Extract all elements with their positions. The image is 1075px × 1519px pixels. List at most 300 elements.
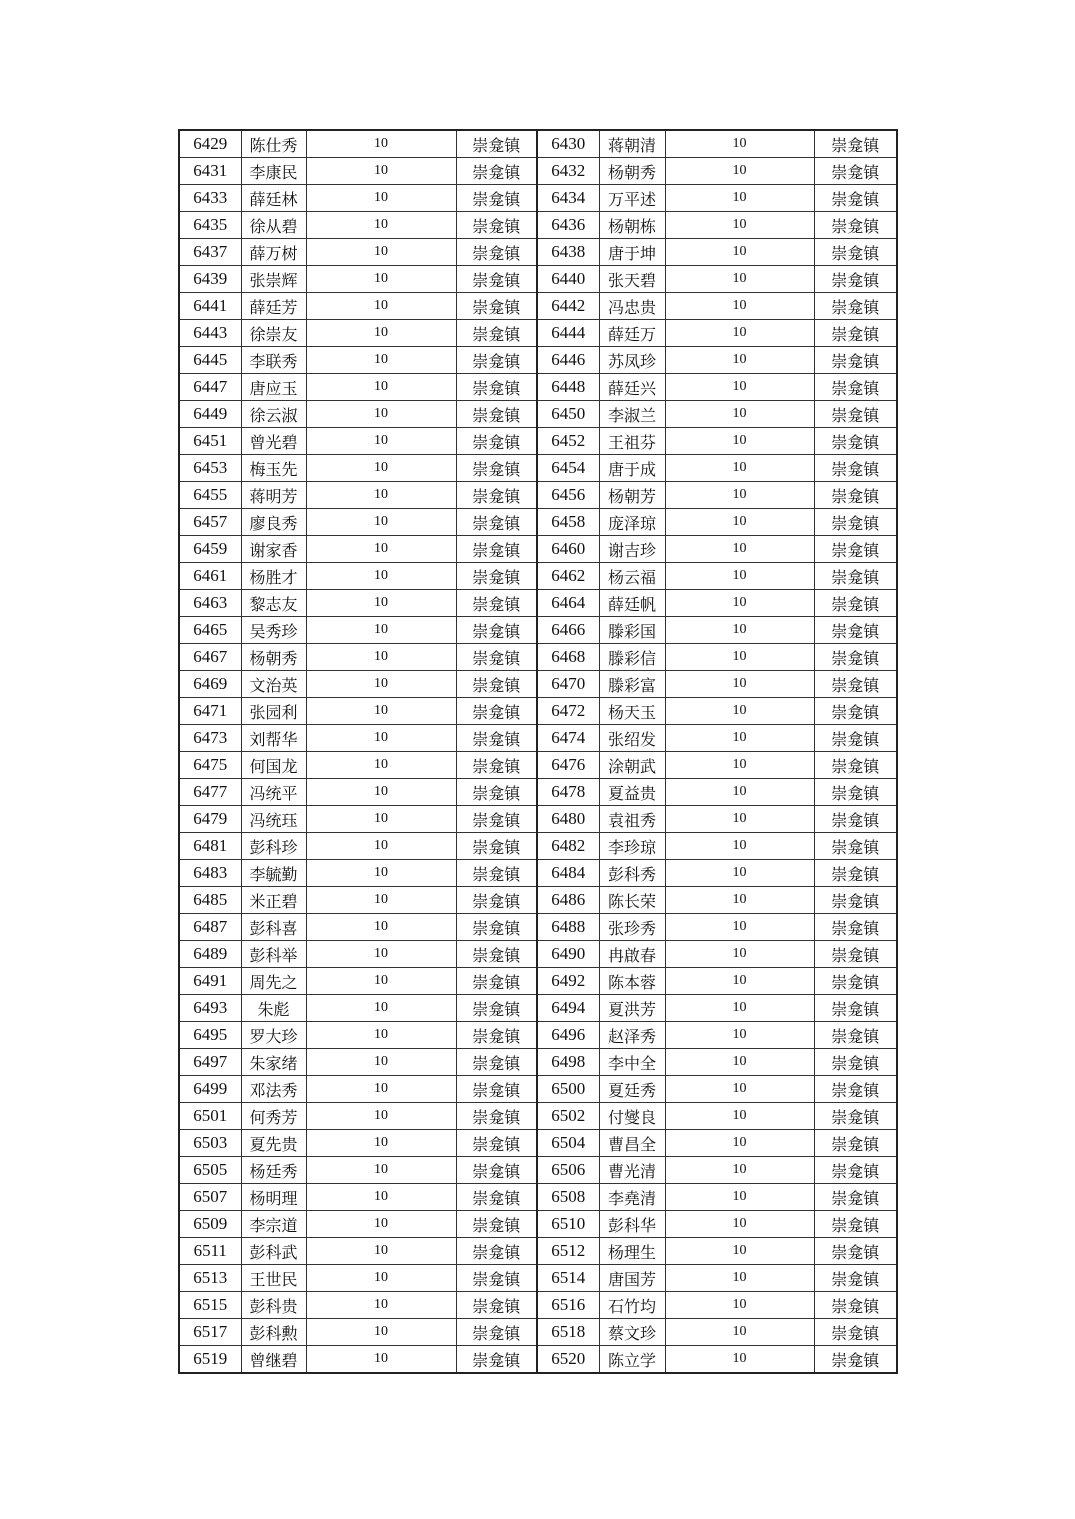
cell-name: 夏益贵 bbox=[599, 779, 665, 806]
cell-name: 罗大珍 bbox=[241, 1022, 306, 1049]
cell-name: 张绍发 bbox=[599, 725, 665, 752]
cell-name: 曾光碧 bbox=[241, 428, 306, 455]
cell-amount: 10 bbox=[306, 617, 456, 644]
table-row bbox=[179, 644, 897, 671]
cell-name: 曹昌全 bbox=[599, 1130, 665, 1157]
cell-name: 朱家绪 bbox=[241, 1049, 306, 1076]
cell-name: 陈本蓉 bbox=[599, 968, 665, 995]
table-row bbox=[179, 239, 897, 266]
cell-town: 崇龛镇 bbox=[456, 725, 537, 752]
cell-name: 付燮良 bbox=[599, 1103, 665, 1130]
table-row bbox=[179, 941, 897, 968]
table-row bbox=[179, 725, 897, 752]
cell-id: 6450 bbox=[537, 401, 599, 428]
cell-name: 杨朝栋 bbox=[599, 212, 665, 239]
cell-id: 6437 bbox=[179, 239, 241, 266]
cell-id: 6462 bbox=[537, 563, 599, 590]
cell-town: 崇龛镇 bbox=[456, 185, 537, 212]
cell-name: 李毓勤 bbox=[241, 860, 306, 887]
cell-id: 6497 bbox=[179, 1049, 241, 1076]
cell-name: 邓法秀 bbox=[241, 1076, 306, 1103]
cell-id: 6520 bbox=[537, 1346, 599, 1374]
cell-name: 张园利 bbox=[241, 698, 306, 725]
cell-name: 唐于成 bbox=[599, 455, 665, 482]
cell-amount: 10 bbox=[665, 860, 814, 887]
cell-town: 崇龛镇 bbox=[814, 1292, 897, 1319]
cell-id: 6466 bbox=[537, 617, 599, 644]
cell-town: 崇龛镇 bbox=[814, 1076, 897, 1103]
cell-name: 滕彩信 bbox=[599, 644, 665, 671]
cell-amount: 10 bbox=[306, 536, 456, 563]
cell-amount: 10 bbox=[306, 563, 456, 590]
cell-name: 苏凤珍 bbox=[599, 347, 665, 374]
cell-name: 刘帮华 bbox=[241, 725, 306, 752]
table-row bbox=[179, 671, 897, 698]
table-row bbox=[179, 1103, 897, 1130]
cell-amount: 10 bbox=[665, 914, 814, 941]
cell-id: 6501 bbox=[179, 1103, 241, 1130]
cell-town: 崇龛镇 bbox=[814, 509, 897, 536]
cell-amount: 10 bbox=[306, 212, 456, 239]
table-row bbox=[179, 374, 897, 401]
cell-amount: 10 bbox=[306, 239, 456, 266]
cell-id: 6457 bbox=[179, 509, 241, 536]
cell-town: 崇龛镇 bbox=[814, 536, 897, 563]
table-row bbox=[179, 779, 897, 806]
cell-name: 蒋明芳 bbox=[241, 482, 306, 509]
cell-id: 6436 bbox=[537, 212, 599, 239]
cell-town: 崇龛镇 bbox=[814, 806, 897, 833]
cell-id: 6441 bbox=[179, 293, 241, 320]
cell-amount: 10 bbox=[306, 779, 456, 806]
cell-amount: 10 bbox=[665, 455, 814, 482]
table-row bbox=[179, 1238, 897, 1265]
cell-name: 吴秀珍 bbox=[241, 617, 306, 644]
table-row bbox=[179, 158, 897, 185]
cell-amount: 10 bbox=[665, 1265, 814, 1292]
cell-id: 6461 bbox=[179, 563, 241, 590]
cell-id: 6432 bbox=[537, 158, 599, 185]
cell-town: 崇龛镇 bbox=[456, 644, 537, 671]
cell-town: 崇龛镇 bbox=[456, 130, 537, 158]
table-row bbox=[179, 1319, 897, 1346]
cell-amount: 10 bbox=[665, 239, 814, 266]
cell-town: 崇龛镇 bbox=[814, 1049, 897, 1076]
cell-id: 6473 bbox=[179, 725, 241, 752]
cell-town: 崇龛镇 bbox=[814, 1157, 897, 1184]
cell-id: 6490 bbox=[537, 941, 599, 968]
cell-town: 崇龛镇 bbox=[456, 995, 537, 1022]
cell-town: 崇龛镇 bbox=[456, 509, 537, 536]
cell-name: 薛廷帆 bbox=[599, 590, 665, 617]
cell-id: 6429 bbox=[179, 130, 241, 158]
cell-amount: 10 bbox=[306, 914, 456, 941]
cell-id: 6513 bbox=[179, 1265, 241, 1292]
cell-name: 李宗道 bbox=[241, 1211, 306, 1238]
table-row bbox=[179, 455, 897, 482]
cell-id: 6454 bbox=[537, 455, 599, 482]
cell-name: 杨朝秀 bbox=[241, 644, 306, 671]
cell-id: 6478 bbox=[537, 779, 599, 806]
cell-name: 万平述 bbox=[599, 185, 665, 212]
cell-town: 崇龛镇 bbox=[456, 428, 537, 455]
cell-town: 崇龛镇 bbox=[814, 401, 897, 428]
cell-name: 庞泽琼 bbox=[599, 509, 665, 536]
cell-amount: 10 bbox=[665, 752, 814, 779]
cell-id: 6496 bbox=[537, 1022, 599, 1049]
cell-name: 蔡文珍 bbox=[599, 1319, 665, 1346]
cell-name: 彭科贵 bbox=[241, 1292, 306, 1319]
cell-amount: 10 bbox=[306, 401, 456, 428]
table-row bbox=[179, 914, 897, 941]
cell-town: 崇龛镇 bbox=[456, 617, 537, 644]
cell-name: 张天碧 bbox=[599, 266, 665, 293]
table-row bbox=[179, 536, 897, 563]
cell-id: 6472 bbox=[537, 698, 599, 725]
cell-town: 崇龛镇 bbox=[814, 1130, 897, 1157]
cell-id: 6514 bbox=[537, 1265, 599, 1292]
cell-name: 梅玉先 bbox=[241, 455, 306, 482]
cell-name: 杨天玉 bbox=[599, 698, 665, 725]
table-row bbox=[179, 482, 897, 509]
cell-id: 6511 bbox=[179, 1238, 241, 1265]
cell-id: 6491 bbox=[179, 968, 241, 995]
cell-town: 崇龛镇 bbox=[456, 941, 537, 968]
cell-town: 崇龛镇 bbox=[456, 212, 537, 239]
cell-name: 彭科珍 bbox=[241, 833, 306, 860]
cell-town: 崇龛镇 bbox=[814, 833, 897, 860]
table-row bbox=[179, 1292, 897, 1319]
cell-name: 冯统平 bbox=[241, 779, 306, 806]
cell-town: 崇龛镇 bbox=[814, 1184, 897, 1211]
cell-id: 6495 bbox=[179, 1022, 241, 1049]
cell-amount: 10 bbox=[665, 887, 814, 914]
cell-amount: 10 bbox=[306, 130, 456, 158]
cell-amount: 10 bbox=[306, 671, 456, 698]
cell-town: 崇龛镇 bbox=[456, 779, 537, 806]
cell-name: 王世民 bbox=[241, 1265, 306, 1292]
cell-name: 夏先贵 bbox=[241, 1130, 306, 1157]
table-row bbox=[179, 590, 897, 617]
table-row bbox=[179, 401, 897, 428]
cell-amount: 10 bbox=[665, 617, 814, 644]
cell-name: 杨理生 bbox=[599, 1238, 665, 1265]
cell-amount: 10 bbox=[665, 779, 814, 806]
cell-town: 崇龛镇 bbox=[814, 293, 897, 320]
cell-name: 周先之 bbox=[241, 968, 306, 995]
cell-amount: 10 bbox=[306, 644, 456, 671]
cell-town: 崇龛镇 bbox=[456, 320, 537, 347]
roster-body bbox=[179, 130, 897, 1373]
cell-town: 崇龛镇 bbox=[814, 644, 897, 671]
cell-id: 6503 bbox=[179, 1130, 241, 1157]
cell-name: 杨廷秀 bbox=[241, 1157, 306, 1184]
cell-amount: 10 bbox=[665, 185, 814, 212]
table-row bbox=[179, 617, 897, 644]
cell-amount: 10 bbox=[306, 509, 456, 536]
cell-id: 6471 bbox=[179, 698, 241, 725]
table-row bbox=[179, 1130, 897, 1157]
cell-town: 崇龛镇 bbox=[456, 1292, 537, 1319]
table-row bbox=[179, 293, 897, 320]
cell-name: 曹光清 bbox=[599, 1157, 665, 1184]
cell-town: 崇龛镇 bbox=[456, 752, 537, 779]
cell-amount: 10 bbox=[665, 509, 814, 536]
table-row bbox=[179, 1346, 897, 1374]
table-row bbox=[179, 833, 897, 860]
cell-name: 薛廷万 bbox=[599, 320, 665, 347]
cell-name: 唐国芳 bbox=[599, 1265, 665, 1292]
cell-town: 崇龛镇 bbox=[456, 914, 537, 941]
cell-id: 6519 bbox=[179, 1346, 241, 1374]
cell-town: 崇龛镇 bbox=[814, 887, 897, 914]
cell-amount: 10 bbox=[306, 752, 456, 779]
cell-town: 崇龛镇 bbox=[814, 590, 897, 617]
cell-id: 6430 bbox=[537, 130, 599, 158]
cell-town: 崇龛镇 bbox=[456, 1346, 537, 1374]
cell-id: 6448 bbox=[537, 374, 599, 401]
table-row bbox=[179, 752, 897, 779]
cell-id: 6499 bbox=[179, 1076, 241, 1103]
cell-id: 6481 bbox=[179, 833, 241, 860]
cell-name: 彭科举 bbox=[241, 941, 306, 968]
cell-amount: 10 bbox=[665, 671, 814, 698]
cell-id: 6465 bbox=[179, 617, 241, 644]
cell-id: 6498 bbox=[537, 1049, 599, 1076]
cell-id: 6482 bbox=[537, 833, 599, 860]
cell-name: 谢吉珍 bbox=[599, 536, 665, 563]
cell-id: 6455 bbox=[179, 482, 241, 509]
cell-id: 6502 bbox=[537, 1103, 599, 1130]
cell-amount: 10 bbox=[306, 1211, 456, 1238]
cell-amount: 10 bbox=[665, 1211, 814, 1238]
cell-id: 6445 bbox=[179, 347, 241, 374]
table-row bbox=[179, 860, 897, 887]
cell-town: 崇龛镇 bbox=[814, 239, 897, 266]
cell-town: 崇龛镇 bbox=[814, 995, 897, 1022]
cell-id: 6474 bbox=[537, 725, 599, 752]
cell-id: 6493 bbox=[179, 995, 241, 1022]
cell-town: 崇龛镇 bbox=[456, 482, 537, 509]
cell-town: 崇龛镇 bbox=[456, 401, 537, 428]
cell-name: 冉啟春 bbox=[599, 941, 665, 968]
cell-id: 6509 bbox=[179, 1211, 241, 1238]
cell-name: 徐崇友 bbox=[241, 320, 306, 347]
cell-id: 6516 bbox=[537, 1292, 599, 1319]
cell-id: 6447 bbox=[179, 374, 241, 401]
cell-name: 唐应玉 bbox=[241, 374, 306, 401]
cell-name: 陈长荣 bbox=[599, 887, 665, 914]
cell-town: 崇龛镇 bbox=[814, 130, 897, 158]
cell-name: 李珍琼 bbox=[599, 833, 665, 860]
cell-name: 曾继碧 bbox=[241, 1346, 306, 1374]
cell-amount: 10 bbox=[665, 1076, 814, 1103]
cell-id: 6443 bbox=[179, 320, 241, 347]
cell-amount: 10 bbox=[665, 833, 814, 860]
cell-id: 6512 bbox=[537, 1238, 599, 1265]
cell-town: 崇龛镇 bbox=[456, 833, 537, 860]
cell-amount: 10 bbox=[665, 1103, 814, 1130]
cell-id: 6504 bbox=[537, 1130, 599, 1157]
cell-amount: 10 bbox=[665, 374, 814, 401]
cell-id: 6467 bbox=[179, 644, 241, 671]
cell-town: 崇龛镇 bbox=[456, 266, 537, 293]
cell-amount: 10 bbox=[306, 995, 456, 1022]
cell-town: 崇龛镇 bbox=[456, 887, 537, 914]
cell-amount: 10 bbox=[306, 455, 456, 482]
cell-id: 6483 bbox=[179, 860, 241, 887]
cell-town: 崇龛镇 bbox=[814, 563, 897, 590]
cell-amount: 10 bbox=[306, 1103, 456, 1130]
cell-amount: 10 bbox=[665, 644, 814, 671]
table-row bbox=[179, 509, 897, 536]
cell-id: 6476 bbox=[537, 752, 599, 779]
cell-amount: 10 bbox=[665, 212, 814, 239]
cell-town: 崇龛镇 bbox=[814, 1265, 897, 1292]
cell-id: 6508 bbox=[537, 1184, 599, 1211]
cell-amount: 10 bbox=[665, 1184, 814, 1211]
cell-amount: 10 bbox=[306, 860, 456, 887]
cell-id: 6470 bbox=[537, 671, 599, 698]
cell-town: 崇龛镇 bbox=[456, 1211, 537, 1238]
cell-name: 谢家香 bbox=[241, 536, 306, 563]
cell-amount: 10 bbox=[665, 698, 814, 725]
cell-town: 崇龛镇 bbox=[814, 860, 897, 887]
cell-amount: 10 bbox=[306, 725, 456, 752]
cell-name: 石竹均 bbox=[599, 1292, 665, 1319]
cell-amount: 10 bbox=[665, 1130, 814, 1157]
cell-name: 王祖芬 bbox=[599, 428, 665, 455]
table-row bbox=[179, 212, 897, 239]
cell-name: 徐云淑 bbox=[241, 401, 306, 428]
cell-amount: 10 bbox=[665, 968, 814, 995]
cell-town: 崇龛镇 bbox=[456, 860, 537, 887]
cell-id: 6492 bbox=[537, 968, 599, 995]
cell-town: 崇龛镇 bbox=[814, 212, 897, 239]
cell-name: 李堯清 bbox=[599, 1184, 665, 1211]
cell-town: 崇龛镇 bbox=[814, 374, 897, 401]
cell-town: 崇龛镇 bbox=[456, 1319, 537, 1346]
cell-name: 涂朝武 bbox=[599, 752, 665, 779]
cell-town: 崇龛镇 bbox=[814, 698, 897, 725]
cell-amount: 10 bbox=[665, 428, 814, 455]
cell-name: 杨明理 bbox=[241, 1184, 306, 1211]
table-row bbox=[179, 320, 897, 347]
cell-town: 崇龛镇 bbox=[456, 374, 537, 401]
cell-town: 崇龛镇 bbox=[814, 968, 897, 995]
cell-town: 崇龛镇 bbox=[456, 1076, 537, 1103]
cell-amount: 10 bbox=[665, 1292, 814, 1319]
cell-town: 崇龛镇 bbox=[814, 455, 897, 482]
cell-town: 崇龛镇 bbox=[456, 293, 537, 320]
table-row bbox=[179, 1211, 897, 1238]
cell-name: 袁祖秀 bbox=[599, 806, 665, 833]
cell-town: 崇龛镇 bbox=[814, 185, 897, 212]
cell-amount: 10 bbox=[306, 806, 456, 833]
cell-name: 彭科勲 bbox=[241, 1319, 306, 1346]
cell-town: 崇龛镇 bbox=[456, 1157, 537, 1184]
cell-amount: 10 bbox=[306, 1292, 456, 1319]
cell-name: 李淑兰 bbox=[599, 401, 665, 428]
table-row bbox=[179, 1022, 897, 1049]
cell-amount: 10 bbox=[306, 266, 456, 293]
cell-id: 6456 bbox=[537, 482, 599, 509]
cell-town: 崇龛镇 bbox=[456, 1238, 537, 1265]
cell-amount: 10 bbox=[665, 590, 814, 617]
cell-id: 6487 bbox=[179, 914, 241, 941]
cell-name: 杨胜才 bbox=[241, 563, 306, 590]
cell-amount: 10 bbox=[665, 266, 814, 293]
cell-id: 6449 bbox=[179, 401, 241, 428]
cell-amount: 10 bbox=[306, 293, 456, 320]
cell-id: 6507 bbox=[179, 1184, 241, 1211]
cell-name: 彭科华 bbox=[599, 1211, 665, 1238]
table-row bbox=[179, 130, 897, 158]
table-row bbox=[179, 563, 897, 590]
cell-amount: 10 bbox=[306, 1049, 456, 1076]
cell-town: 崇龛镇 bbox=[814, 266, 897, 293]
cell-amount: 10 bbox=[665, 482, 814, 509]
table-row bbox=[179, 1049, 897, 1076]
cell-id: 6459 bbox=[179, 536, 241, 563]
cell-name: 滕彩富 bbox=[599, 671, 665, 698]
cell-amount: 10 bbox=[665, 995, 814, 1022]
cell-name: 陈立学 bbox=[599, 1346, 665, 1374]
cell-amount: 10 bbox=[665, 1238, 814, 1265]
cell-id: 6486 bbox=[537, 887, 599, 914]
cell-name: 夏廷秀 bbox=[599, 1076, 665, 1103]
cell-town: 崇龛镇 bbox=[456, 1130, 537, 1157]
cell-town: 崇龛镇 bbox=[814, 1238, 897, 1265]
table-row bbox=[179, 347, 897, 374]
cell-amount: 10 bbox=[306, 1184, 456, 1211]
cell-id: 6480 bbox=[537, 806, 599, 833]
cell-amount: 10 bbox=[665, 563, 814, 590]
table-row bbox=[179, 887, 897, 914]
cell-town: 崇龛镇 bbox=[814, 914, 897, 941]
cell-amount: 10 bbox=[306, 320, 456, 347]
cell-town: 崇龛镇 bbox=[814, 779, 897, 806]
cell-town: 崇龛镇 bbox=[456, 347, 537, 374]
cell-town: 崇龛镇 bbox=[814, 1103, 897, 1130]
cell-name: 薛廷兴 bbox=[599, 374, 665, 401]
cell-id: 6442 bbox=[537, 293, 599, 320]
cell-amount: 10 bbox=[306, 374, 456, 401]
table-row bbox=[179, 266, 897, 293]
cell-name: 陈仕秀 bbox=[241, 130, 306, 158]
cell-amount: 10 bbox=[306, 1346, 456, 1374]
cell-id: 6506 bbox=[537, 1157, 599, 1184]
cell-id: 6460 bbox=[537, 536, 599, 563]
cell-amount: 10 bbox=[665, 347, 814, 374]
cell-amount: 10 bbox=[665, 320, 814, 347]
cell-amount: 10 bbox=[306, 428, 456, 455]
cell-id: 6488 bbox=[537, 914, 599, 941]
cell-name: 赵泽秀 bbox=[599, 1022, 665, 1049]
cell-id: 6440 bbox=[537, 266, 599, 293]
cell-name: 彭科武 bbox=[241, 1238, 306, 1265]
table-row bbox=[179, 995, 897, 1022]
cell-amount: 10 bbox=[306, 1076, 456, 1103]
cell-id: 6464 bbox=[537, 590, 599, 617]
cell-name: 李康民 bbox=[241, 158, 306, 185]
cell-town: 崇龛镇 bbox=[814, 158, 897, 185]
cell-town: 崇龛镇 bbox=[814, 671, 897, 698]
cell-id: 6444 bbox=[537, 320, 599, 347]
table-row bbox=[179, 1076, 897, 1103]
cell-amount: 10 bbox=[306, 887, 456, 914]
cell-town: 崇龛镇 bbox=[456, 536, 537, 563]
